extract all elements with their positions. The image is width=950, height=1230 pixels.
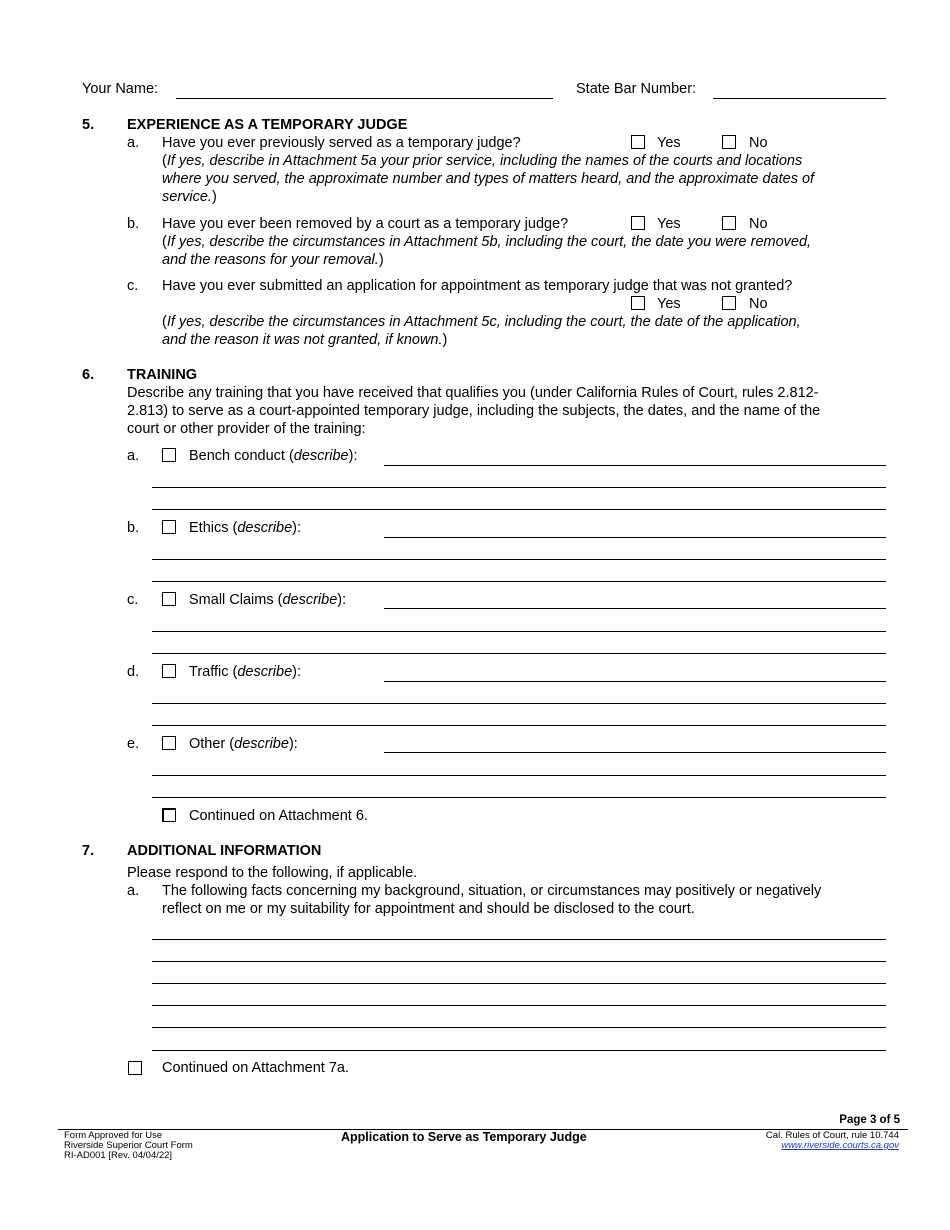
bar-number-field[interactable] — [713, 98, 886, 99]
section-5-title: EXPERIENCE AS A TEMPORARY JUDGE — [127, 117, 408, 133]
q7a-line5[interactable] — [152, 1027, 886, 1028]
q7a-line2[interactable] — [152, 961, 886, 962]
q5b-no-label: No — [749, 216, 768, 232]
q5c-no-label: No — [749, 296, 768, 312]
training-other-line2[interactable] — [152, 775, 886, 776]
name-field[interactable] — [176, 98, 553, 99]
training-small-claims-line2[interactable] — [152, 631, 886, 632]
section-6-intro-line1: Describe any training that you have received that qualifies you (under California Rules of Court, rules 2.812- — [127, 385, 819, 401]
footer-form-approved: Form Approved for Use — [64, 1130, 163, 1141]
footer-form-title: Application to Serve as Temporary Judge — [341, 1130, 587, 1144]
q5a-letter: a. — [127, 135, 140, 151]
q7a-text-line2: reflect on me or my suitability for appointment and should be disclosed to the court. — [162, 901, 695, 917]
q5c-letter: c. — [127, 278, 139, 294]
page-number: Page 3 of 5 — [839, 1114, 900, 1126]
training-small-claims-checkbox[interactable] — [162, 592, 176, 606]
training-d-letter: d. — [127, 664, 140, 680]
training-small-claims-label: Small Claims (describe): — [189, 592, 347, 608]
training-ethics-line2[interactable] — [152, 559, 886, 560]
name-label: Your Name: — [82, 81, 159, 97]
continued-attachment-6-label: Continued on Attachment 6. — [189, 808, 368, 824]
continued-attachment-7a-checkbox[interactable] — [128, 1061, 142, 1075]
training-bench-conduct-label: Bench conduct (describe): — [189, 448, 358, 464]
q7a-letter: a. — [127, 883, 140, 899]
training-other-label: Other (describe): — [189, 736, 298, 752]
q5b-no-checkbox[interactable] — [722, 216, 736, 230]
bar-number-label: State Bar Number: — [576, 81, 697, 97]
section-7-intro: Please respond to the following, if applicable. — [127, 865, 418, 881]
section-6-intro-line3: court or other provider of the training: — [127, 421, 366, 437]
q5a-note-line1: (If yes, describe in Attachment 5a your prior service, including the names of the courts and locations — [162, 153, 803, 169]
section-6-intro-line2: 2.813) to serve as a court-appointed temporary judge, including the subjects, the dates, and the name of the — [127, 403, 821, 419]
training-ethics-checkbox[interactable] — [162, 520, 176, 534]
q5a-no-label: No — [749, 135, 768, 151]
q5c-question: Have you ever submitted an application for appointment as temporary judge that was not granted? — [162, 278, 793, 294]
q5b-letter: b. — [127, 216, 140, 232]
training-small-claims-line1[interactable] — [384, 608, 886, 609]
q5b-note-line1: (If yes, describe the circumstances in Attachment 5b, including the court, the date you were removed, — [162, 234, 812, 250]
q5c-note-line1: (If yes, describe the circumstances in Attachment 5c, including the court, the date of the application, — [162, 314, 801, 330]
training-bench-conduct-line3[interactable] — [152, 509, 886, 510]
q5b-yes-checkbox[interactable] — [631, 216, 645, 230]
section-6-title: TRAINING — [127, 367, 198, 383]
training-other-line3[interactable] — [152, 797, 886, 798]
footer-rules-citation: Cal. Rules of Court, rule 10.744 — [765, 1130, 899, 1141]
q5a-yes-label: Yes — [657, 135, 681, 151]
q7a-line1[interactable] — [152, 939, 886, 940]
section-7-title: ADDITIONAL INFORMATION — [127, 843, 322, 859]
q5a-yes-checkbox[interactable] — [631, 135, 645, 149]
training-bench-conduct-checkbox[interactable] — [162, 448, 176, 462]
footer-form-number: RI-AD001 [Rev. 04/04/22] — [64, 1150, 173, 1161]
q5a-note-line3: service.) — [162, 189, 217, 205]
training-bench-conduct-line2[interactable] — [152, 487, 886, 488]
training-bench-conduct-line1[interactable] — [384, 465, 886, 466]
q7a-line4[interactable] — [152, 1005, 886, 1006]
q7a-line6[interactable] — [152, 1050, 886, 1051]
continued-attachment-7a-label: Continued on Attachment 7a. — [162, 1060, 350, 1076]
training-traffic-line1[interactable] — [384, 681, 886, 682]
section-5-number: 5. — [82, 117, 95, 133]
q5b-yes-label: Yes — [657, 216, 681, 232]
q7a-text-line1: The following facts concerning my background, situation, or circumstances may positively or negatively — [162, 883, 822, 899]
training-e-letter: e. — [127, 736, 140, 752]
footer-court-form: Riverside Superior Court Form — [64, 1140, 193, 1151]
section-6-number: 6. — [82, 367, 95, 383]
q5b-question: Have you ever been removed by a court as a temporary judge? — [162, 216, 569, 232]
q5c-yes-label: Yes — [657, 296, 681, 312]
training-b-letter: b. — [127, 520, 140, 536]
training-ethics-line1[interactable] — [384, 537, 886, 538]
training-traffic-line2[interactable] — [152, 703, 886, 704]
q5a-question: Have you ever previously served as a temporary judge? — [162, 135, 521, 151]
training-other-checkbox[interactable] — [162, 736, 176, 750]
training-traffic-label: Traffic (describe): — [189, 664, 302, 680]
training-a-letter: a. — [127, 448, 140, 464]
q5b-note-line2: and the reasons for your removal.) — [162, 252, 384, 268]
training-ethics-line3[interactable] — [152, 581, 886, 582]
q5c-note-line2: and the reason it was not granted, if known.) — [162, 332, 448, 348]
q5c-no-checkbox[interactable] — [722, 296, 736, 310]
training-traffic-line3[interactable] — [152, 725, 886, 726]
q5a-note-line2: where you served, the approximate number and types of matters heard, and the approximate dates of — [162, 171, 815, 187]
q7a-line3[interactable] — [152, 983, 886, 984]
q5a-no-checkbox[interactable] — [722, 135, 736, 149]
q5c-yes-checkbox[interactable] — [631, 296, 645, 310]
training-ethics-label: Ethics (describe): — [189, 520, 302, 536]
training-small-claims-line3[interactable] — [152, 653, 886, 654]
training-c-letter: c. — [127, 592, 139, 608]
training-traffic-checkbox[interactable] — [162, 664, 176, 678]
section-7-number: 7. — [82, 843, 95, 859]
footer-website-link[interactable]: www.riverside.courts.ca.gov — [781, 1140, 899, 1151]
continued-attachment-6-checkbox[interactable] — [162, 808, 176, 822]
training-other-line1[interactable] — [384, 752, 886, 753]
